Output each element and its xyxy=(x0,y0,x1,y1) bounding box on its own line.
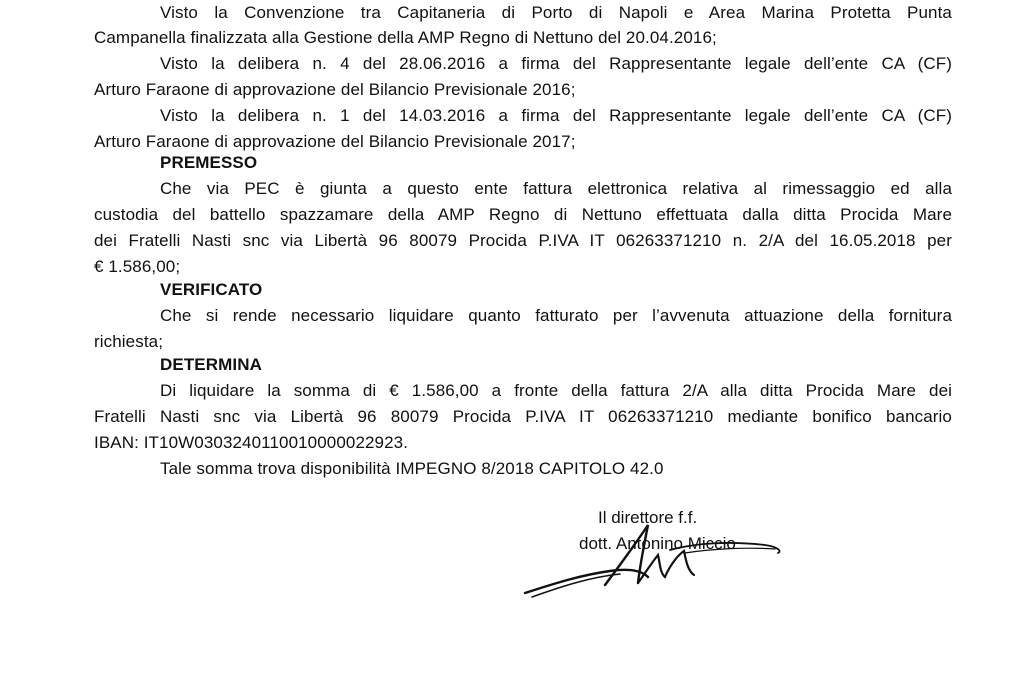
paragraph-line: Fratelli Nasti snc via Libertà 96 80079 Procida P.IVA IT 06263371210 mediante bonifico bancario xyxy=(94,407,952,426)
paragraph-line: Di liquidare la somma di € 1.586,00 a fronte della fattura 2/A alla ditta Procida Mare dei xyxy=(160,381,952,400)
paragraph-line: Che si rende necessario liquidare quanto fatturato per l’avvenuta attuazione della fornitura xyxy=(160,306,952,325)
verificato-heading: VERIFICATO xyxy=(160,280,263,299)
determina-heading: DETERMINA xyxy=(160,355,262,374)
paragraph-line: Che via PEC è giunta a questo ente fattura elettronica relativa al rimessaggio ed alla xyxy=(160,179,952,198)
paragraph-line: dei Fratelli Nasti snc via Libertà 96 80079 Procida P.IVA IT 06263371210 n. 2/A del 16.05.2018 per xyxy=(94,231,952,250)
paragraph-line: Arturo Faraone di approvazione del Bilancio Previsionale 2017; xyxy=(94,132,576,151)
paragraph-line: custodia del battello spazzamare della AMP Regno di Nettuno effettuata dalla ditta Procida Mare xyxy=(94,205,952,224)
paragraph-line: € 1.586,00; xyxy=(94,257,181,276)
signatory-name: dott. Antonino Miccio xyxy=(579,534,736,553)
paragraph-line: Visto la delibera n. 4 del 28.06.2016 a firma del Rappresentante legale dell’ente CA (CF) xyxy=(160,54,952,73)
paragraph-line: Tale somma trova disponibilità IMPEGNO 8/2018 CAPITOLO 42.0 xyxy=(160,459,664,478)
paragraph-line: Arturo Faraone di approvazione del Bilancio Previsionale 2016; xyxy=(94,80,576,99)
premesso-heading: PREMESSO xyxy=(160,153,258,172)
paragraph-line: IBAN: IT10W0303240110010000022923. xyxy=(94,433,409,452)
signatory-title: Il direttore f.f. xyxy=(598,508,698,527)
paragraph-line: Visto la delibera n. 1 del 14.03.2016 a firma del Rappresentante legale dell’ente CA (CF) xyxy=(160,106,952,125)
paragraph-line: Campanella finalizzata alla Gestione della AMP Regno di Nettuno del 20.04.2016; xyxy=(94,28,717,47)
paragraph-line: Visto la Convenzione tra Capitaneria di Porto di Napoli e Area Marina Protetta Punta xyxy=(160,3,952,22)
handwritten-signature xyxy=(520,505,820,615)
paragraph-line: richiesta; xyxy=(94,332,164,351)
signature-block xyxy=(520,505,820,615)
